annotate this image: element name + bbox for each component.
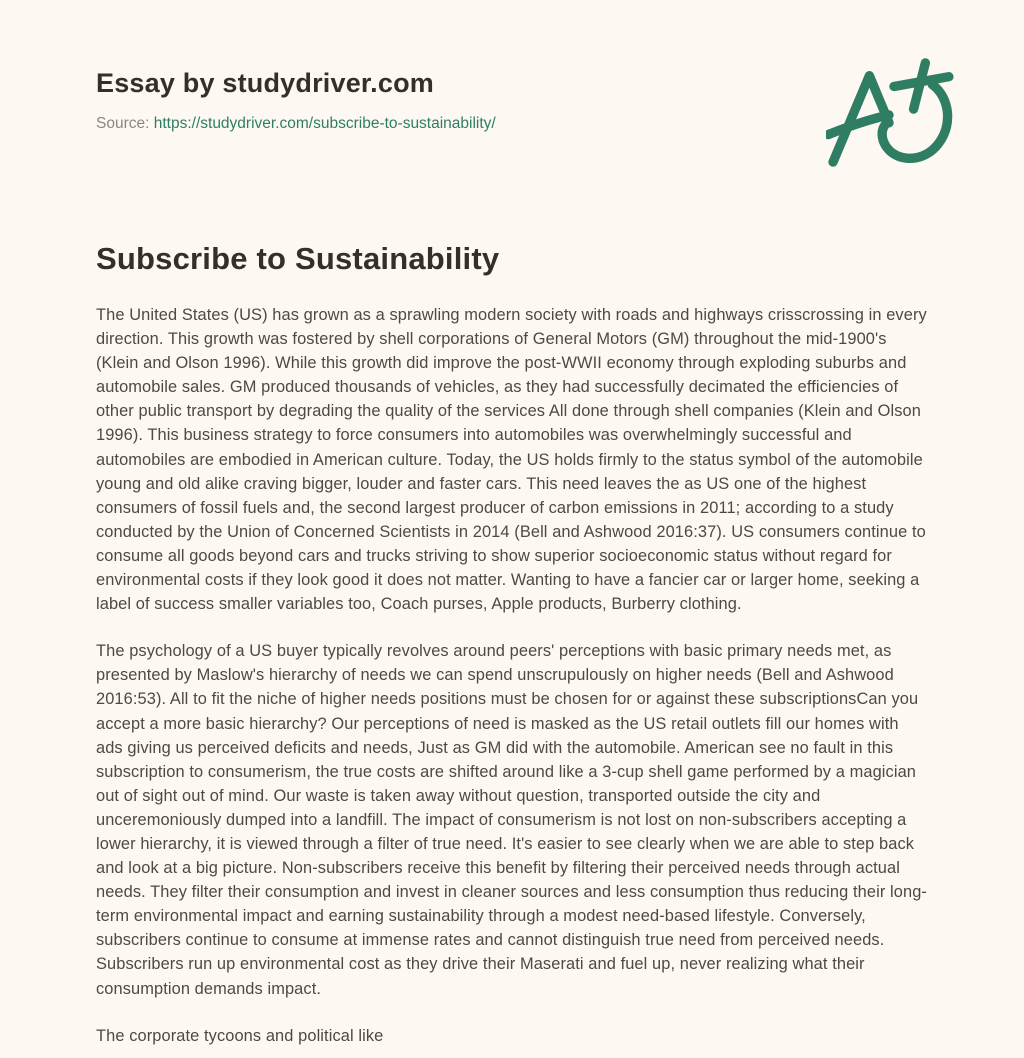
studydriver-a-plus-logo-icon [826, 58, 954, 168]
logo-plus-horizontal-stroke [894, 77, 949, 87]
essay-by-heading: Essay by studydriver.com [96, 68, 434, 98]
source-url-link[interactable]: https://studydriver.com/subscribe-to-sustainability/ [153, 115, 496, 132]
source-label: Source: [96, 115, 150, 132]
essay-body [96, 303, 928, 1048]
essay-paragraph-1: The United States (US) has grown as a sprawling modern society with roads and highways crisscrossing in every direction. This growth was fostered by shell corporations of General Motors (GM) throughout the mid-1900's (Klein and Olson 1996). While this growth did improve the post-WWII economy through exploding suburbs and automobile sales. GM produced thousands of vehicles, as they had successfully decimated the efficiencies of other public transport by degrading the quality of the services All done through shell companies (Klein and Olson 1996). This business strategy to force consumers into automobiles was overwhelmingly successful and automobiles are embodied in American culture. Today, the US holds firmly to the status symbol of the automobile young and old alike craving bigger, louder and faster cars. This need leaves the as US one of the highest consumers of fossil fuels and, the second largest producer of carbon emissions in 2011; according to a study conducted by the Union of Concerned Scientists in 2014 (Bell and Ashwood 2016:37). US consumers continue to consume all goods beyond cars and trucks striving to show superior socioeconomic status without regard for environmental costs if they look good it does not matter. Wanting to have a fancier car or larger home, seeking a label of success smaller variables too, Coach purses, Apple products, Burberry clothing. [96, 306, 927, 614]
article-title: Subscribe to Sustainability [96, 241, 500, 276]
essay-paragraph-2: The psychology of a US buyer typically revolves around peers' perceptions with basic primary needs met, as presented by Maslow's hierarchy of needs we can spend unscrupulously on higher needs (Bell and Ashwood 2016:53). All to fit the niche of higher needs positions must be chosen for or against these subscriptionsCan you accept a more basic hierarchy? Our perceptions of need is masked as the US retail outlets fill our homes with ads giving us perceived deficits and needs, Just as GM did with the automobile. American see no fault in this subscription to consumerism, the true costs are shifted around like a 3-cup shell game performed by a magician out of sight out of mind. Our waste is taken away without question, transported outside the city and unceremoniously dumped into a landfill. The impact of consumerism is not lost on non-subscribers accepting a lower hierarchy, it is viewed through a filter of true need. It's easier to see clearly when we are able to step back and look at a big picture. Non-subscribers receive this benefit by filtering their perceived needs through actual needs. They filter their consumption and invest in cleaner sources and less consumption thus reducing their long-term environmental impact and earning sustainability through a modest need-based lifestyle. Conversely, subscribers continue to consume at immense rates and cannot distinguish true need from perceived needs. Subscribers run up environmental cost as they drive their Maserati and fuel up, never realizing what their consumption demands impact. [96, 642, 927, 998]
source-line [96, 115, 928, 133]
essay-paragraph-3: The corporate tycoons and political like [96, 1026, 384, 1045]
